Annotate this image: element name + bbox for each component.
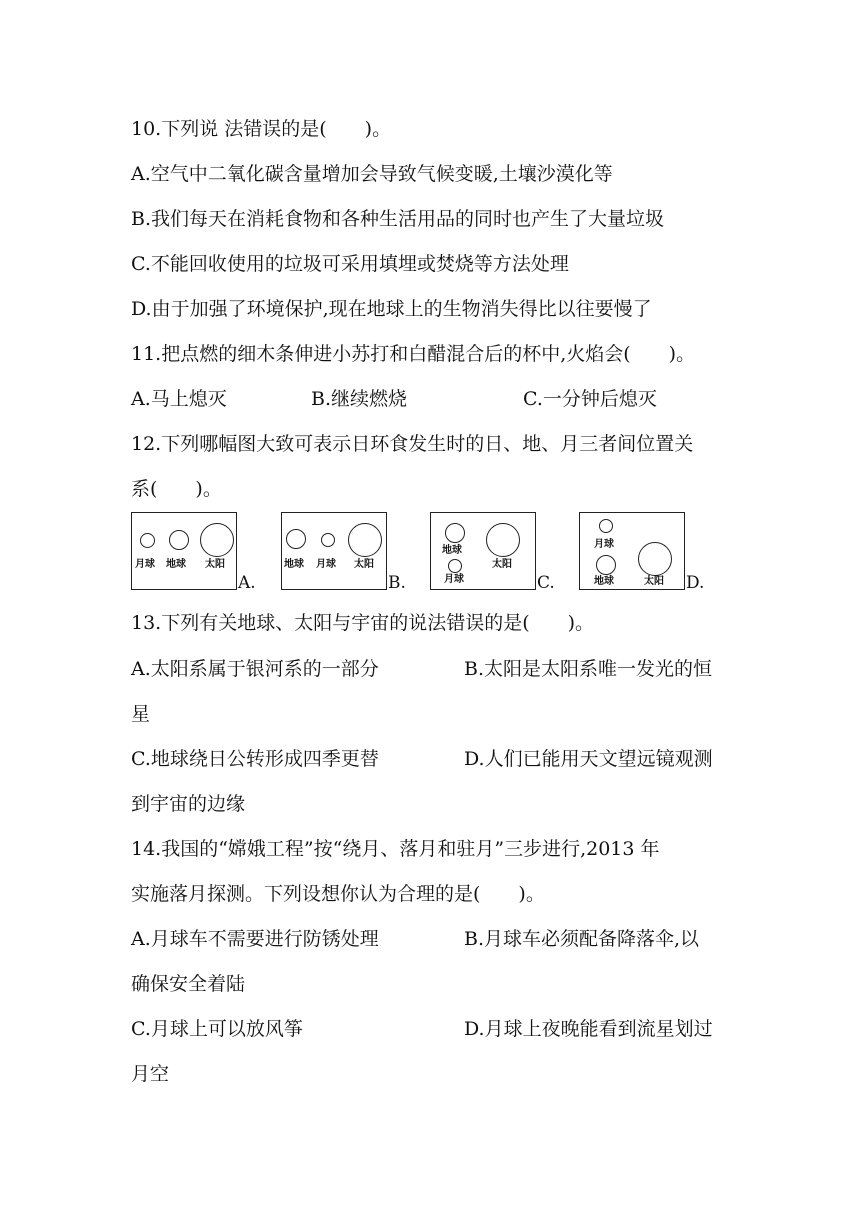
q11-option-c: C.一分钟后熄灭 (523, 388, 657, 410)
sun-circle (638, 542, 672, 576)
q13-stem: 13.下列有关地球、太阳与宇宙的说法错误的是( )。 (131, 612, 595, 634)
q13-option-b-line1: B.太阳是太阳系唯一发光的恒 (464, 658, 713, 680)
q12-stem-line2: 系( )。 (131, 478, 222, 500)
diagram-c-letter: C. (537, 573, 555, 593)
q11-stem: 11.把点燃的细木条伸进小苏打和白醋混合后的杯中,火焰会( )。 (131, 343, 696, 365)
q10-option-c: C.不能回收使用的垃圾可采用填埋或焚烧等方法处理 (131, 253, 569, 275)
q13-option-d-line1: D.人们已能用天文望远镜观测 (464, 748, 713, 770)
diagram-c (430, 512, 536, 590)
moon-circle (140, 533, 155, 548)
diagram-b (281, 512, 387, 590)
label-moon: 月球 (316, 559, 336, 570)
label-earth: 地球 (166, 559, 186, 570)
q13-option-b-line2: 星 (131, 703, 151, 725)
label-sun: 太阳 (205, 559, 225, 570)
diagram-a-letter: A. (238, 573, 256, 593)
q10-stem: 10.下列说 法错误的是( )。 (131, 118, 392, 140)
diagram-b-letter: B. (388, 573, 406, 593)
diagram-d (579, 512, 685, 590)
label-sun: 太阳 (354, 559, 374, 570)
sun-circle (200, 523, 234, 557)
moon-circle (321, 533, 335, 547)
q13-option-c: C.地球绕日公转形成四季更替 (131, 748, 379, 770)
label-earth: 地球 (594, 576, 614, 587)
diagram-a (131, 512, 237, 590)
earth-circle (286, 529, 306, 549)
earth-circle (445, 523, 465, 543)
q14-option-b-line1: B.月球车必须配备降落伞,以 (464, 928, 700, 950)
q14-option-c: C.月球上可以放风筝 (131, 1018, 303, 1040)
moon-circle (448, 559, 462, 573)
q14-stem-line1: 14.我国的“嫦娥工程”按“绕月、落月和驻月”三步进行,2013 年 (131, 838, 660, 860)
q14-option-a: A.月球车不需要进行防锈处理 (131, 928, 379, 950)
label-moon: 月球 (594, 539, 614, 550)
q13-option-d-line2: 到宇宙的边缘 (131, 793, 246, 815)
label-sun: 太阳 (492, 559, 512, 570)
q14-option-b-line2: 确保安全着陆 (131, 973, 246, 995)
q11-option-b: B.继续燃烧 (311, 388, 408, 410)
q11-option-a: A.马上熄灭 (131, 388, 227, 410)
sun-circle (348, 523, 382, 557)
q12-stem-line1: 12.下列哪幅图大致可表示日环食发生时的日、地、月三者间位置关 (131, 433, 694, 455)
label-sun: 太阳 (644, 576, 664, 587)
label-earth: 地球 (442, 545, 462, 556)
q10-option-b: B.我们每天在消耗食物和各种生活用品的同时也产生了大量垃圾 (131, 208, 665, 230)
sun-circle (486, 523, 520, 557)
label-moon: 月球 (135, 559, 155, 570)
q14-option-d-line2: 月空 (131, 1063, 170, 1085)
diagram-d-letter: D. (686, 573, 705, 593)
earth-circle (596, 555, 616, 575)
q10-option-a: A.空气中二氧化碳含量增加会导致气候变暖,土壤沙漠化等 (131, 163, 613, 185)
q14-option-d-line1: D.月球上夜晚能看到流星划过 (464, 1018, 713, 1040)
label-earth: 地球 (284, 559, 304, 570)
earth-circle (169, 530, 189, 550)
q14-stem-line2: 实施落月探测。下列设想你认为合理的是( )。 (131, 883, 545, 905)
q10-option-d: D.由于加强了环境保护,现在地球上的生物消失得比以往要慢了 (131, 298, 652, 320)
label-moon: 月球 (444, 574, 464, 585)
moon-circle (599, 519, 613, 533)
q13-option-a: A.太阳系属于银河系的一部分 (131, 658, 379, 680)
